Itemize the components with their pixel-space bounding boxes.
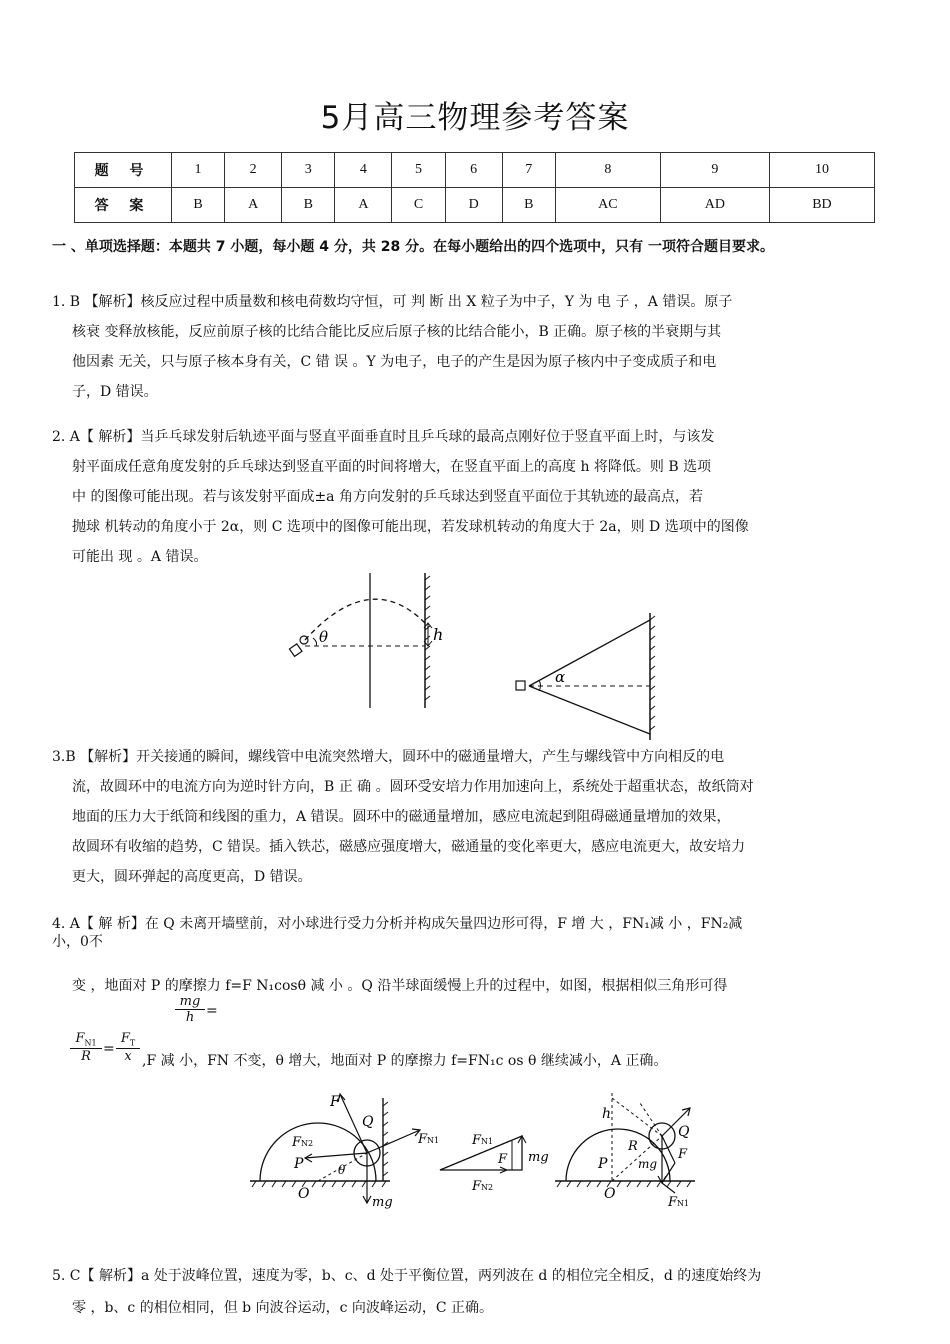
ping-pong-trajectory-figure <box>285 568 665 740</box>
frac-denominator: x <box>116 1048 140 1064</box>
label-FN2-symbol: F <box>292 1135 302 1150</box>
label-FN1-right-sub: N1 <box>677 1199 690 1208</box>
label-FN1 <box>417 1132 439 1147</box>
label-FN2-sub: N2 <box>301 1139 314 1148</box>
fraction-ft-over-x <box>116 1031 140 1064</box>
q3-line: 3.B 【解析】开关接通的瞬间，螺线管中电流突然增大，圆环中的磁通量增大，产生与螺线管中方向相反的电 <box>52 749 725 765</box>
force-analysis-figure <box>250 1088 700 1213</box>
fraction-fn1-over-r <box>70 1031 102 1064</box>
table-row-numbers <box>75 153 875 188</box>
q2-line: 可能出 现 。A 错误。 <box>72 549 208 565</box>
frac-denominator: h <box>175 1009 205 1025</box>
page-title: 5月高三物理参考答案 <box>320 100 630 136</box>
table-cell-answer: A <box>335 188 392 223</box>
label-FN2-mid-sub: N2 <box>481 1183 494 1192</box>
label-P: P <box>294 1156 304 1172</box>
q3-line: 故圆环有收缩的趋势，C 错误。插入铁芯，磁感应强度增大，磁通量的变化率更大，感应电流更大，故安培力 <box>72 839 746 855</box>
section-heading: 一 、单项选择题：本题共 7 小题，每小题 4 分，共 28 分。在每小题给出的四个选项中，只有 一项符合题目要求。 <box>52 239 774 255</box>
equals-sign: = <box>206 1003 218 1019</box>
label-mg: mg <box>372 1195 393 1210</box>
fraction-mg-over-h <box>175 994 205 1025</box>
q2-line: 中 的图像可能出现。若与该发射平面成±a 角方向发射的乒乓球达到竖直平面位于其轨迹的最高点，若 <box>72 489 703 505</box>
label-theta-q4: θ <box>338 1163 346 1177</box>
q1-line: 他因素 无关，只与原子核本身有关，C 错 误 。Y 为电子，电子的产生是因为原子核内中子变成质子和电 <box>72 354 717 370</box>
label-mg-mid: mg <box>528 1150 549 1165</box>
label-FN1-mid <box>471 1133 493 1148</box>
table-cell-answer: A <box>225 188 282 223</box>
table-cell-answer: B <box>172 188 225 223</box>
table-row-answers <box>75 188 875 223</box>
label-FN1-mid-sub: N1 <box>481 1137 494 1146</box>
table-cell-answer: B <box>282 188 335 223</box>
question-3-explanation <box>52 742 900 892</box>
q5-line: 零 ，b、c 的相位相同，但 b 向波谷运动，c 向波峰运动，C 正确。 <box>72 1300 494 1316</box>
q3-line: 更大，圆环弹起的高度更高，D 错误。 <box>72 869 312 885</box>
label-h-q4: h <box>602 1106 612 1122</box>
q5-line: 5. C【 解析】a 处于波峰位置，速度为零，b、c、d 处于平衡位置，两列波在 d 的相位完全相反，d 的速度始终为 <box>52 1268 762 1284</box>
table-cell-number: 10 <box>769 153 874 188</box>
table-cell-number: 2 <box>225 153 282 188</box>
label-FN2-mid <box>471 1179 493 1194</box>
table-cell-number: 5 <box>392 153 445 188</box>
frac-numerator <box>116 1031 140 1048</box>
label-O-right: O <box>604 1186 616 1202</box>
frac-symbol: F <box>75 1031 85 1046</box>
label-FN1-right <box>667 1195 689 1210</box>
label-R: R <box>628 1139 638 1154</box>
table-cell-answer: D <box>445 188 502 223</box>
q1-line: 核衰 变释放核能，反应前原子核的比结合能比反应后原子核的比结合能小，B 正确。原子核的半衰期与其 <box>72 324 722 340</box>
label-FN1-mid-symbol: F <box>472 1133 482 1148</box>
table-cell-number: 1 <box>172 153 225 188</box>
q1-line: 1. B 【解析】核反应过程中质量数和核电荷数均守恒，可 判 断 出 X 粒子为中子，Y 为 电 子 ，A 错误。原子 <box>52 294 733 310</box>
q4-line: 小，0不 <box>52 934 103 950</box>
q3-line: 地面的压力大于纸筒和线图的重力，A 错误。圆环中的磁通量增加，感应电流起到阻碍磁通量增加的效果， <box>72 809 731 825</box>
question-2-explanation <box>52 422 900 572</box>
q2-line: 抛球 机转动的角度小于 2α，则 C 选项中的图像可能出现，若发球机转动的角度大于 2a，则 D 选项中的图像 <box>72 519 749 535</box>
table-cell-number: 3 <box>282 153 335 188</box>
question-1-explanation <box>52 287 900 407</box>
table-cell-number: 6 <box>445 153 502 188</box>
label-O: O <box>298 1186 310 1202</box>
label-F-right: F <box>678 1147 688 1162</box>
q3-line: 流，故圆环中的电流方向为逆时针方向，B 正 确 。圆环受安培力作用加速向上，系统处于超重状态，故纸筒对 <box>72 779 754 795</box>
table-cell-answer: C <box>392 188 445 223</box>
equals-sign: = <box>103 1041 115 1057</box>
label-F-mid: F <box>498 1152 508 1167</box>
table-cell-answer: B <box>502 188 555 223</box>
label-FN2 <box>291 1135 313 1150</box>
frac-subscript: N1 <box>84 1038 97 1048</box>
q4-line: 4. A【 解 析】在 Q 未离开墙壁前，对小球进行受力分析并构成矢量四边形可得，F 增 大 ，FN₁减 小 ，FN₂减 <box>52 916 743 932</box>
label-P-right: P <box>598 1156 608 1172</box>
q4-line: 变 ，地面对 P 的摩擦力 f=F N₁cosθ 减 小 。Q 沿半球面缓慢上升的过程中，如图，根据相似三角形可得 <box>72 978 728 994</box>
label-h: h <box>433 625 444 644</box>
label-Q-right: Q <box>678 1124 690 1140</box>
label-FN1-symbol: F <box>418 1132 428 1147</box>
table-cell-number: 4 <box>335 153 392 188</box>
table-cell-number: 7 <box>502 153 555 188</box>
table-cell-number: 9 <box>660 153 769 188</box>
frac-denominator: R <box>70 1048 102 1064</box>
frac-subscript: T <box>129 1038 136 1048</box>
answer-table <box>74 152 875 223</box>
label-mg-right: mg <box>638 1157 658 1171</box>
frac-numerator: mg <box>179 994 201 1009</box>
table-cell-answer: AC <box>555 188 660 223</box>
answer-row-label: 答 案 <box>75 188 172 223</box>
label-F: F <box>330 1094 340 1110</box>
label-FN2-mid-symbol: F <box>472 1179 482 1194</box>
label-alpha: α <box>555 668 566 686</box>
frac-symbol: F <box>120 1031 130 1046</box>
q1-line: 子，D 错误。 <box>72 384 158 400</box>
q4-line: ,F 减 小，FN 不变，θ 增大，地面对 P 的摩擦力 f=FN₁c os θ 继续减小，A 正确。 <box>142 1053 668 1069</box>
frac-numerator <box>70 1031 102 1048</box>
q2-line: 射平面成任意角度发射的乒乓球达到竖直平面的时间将增大，在竖直平面上的高度 h 将降低。则 B 选项 <box>72 459 712 475</box>
label-FN1-right-symbol: F <box>668 1195 678 1210</box>
q2-line: 2. A【 解析】当乒乓球发射后轨迹平面与竖直平面垂直时且乒乓球的最高点刚好位于竖直平面上时，与该发 <box>52 429 715 445</box>
table-cell-number: 8 <box>555 153 660 188</box>
question-5-explanation <box>52 1260 900 1324</box>
header-row-label: 题 号 <box>75 153 172 188</box>
table-cell-answer: AD <box>660 188 769 223</box>
label-Q: Q <box>362 1114 374 1130</box>
table-cell-answer: BD <box>769 188 874 223</box>
label-theta: θ <box>319 628 329 646</box>
label-FN1-sub: N1 <box>427 1136 440 1145</box>
